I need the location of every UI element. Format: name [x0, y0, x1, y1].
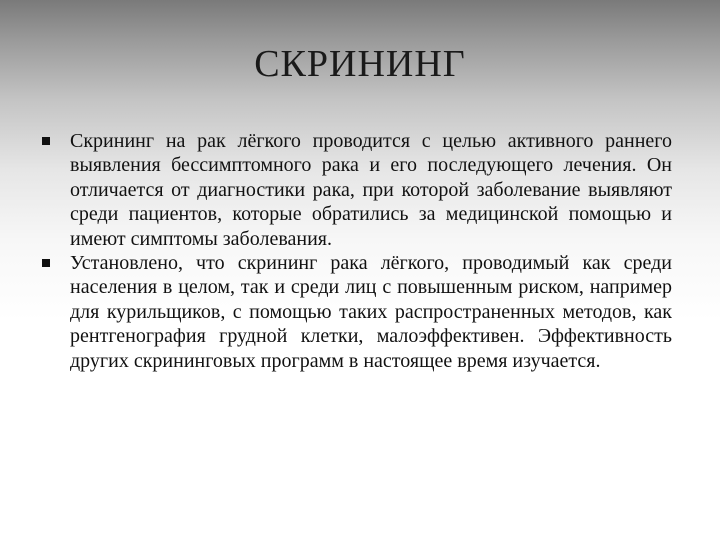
bullet-text: Установлено, что скрининг рака лёгкого, проводимый как среди населения в целом, так и среди лиц с повышенным риском, например для курильщиков, с помощью таких распространенных методов, как рентгенография грудной клетки, малоэффективен. Эффективность других скрининговых программ в настоящее время изучается.: [70, 252, 672, 372]
square-bullet-icon: [42, 259, 50, 267]
square-bullet-icon: [42, 137, 50, 145]
bullet-item: [40, 129, 672, 251]
bullet-list: [40, 129, 672, 373]
slide-title: СКРИНИНГ: [254, 43, 466, 85]
bullet-item: [40, 251, 672, 373]
bullet-text: Скрининг на рак лёгкого проводится с целью активного раннего выявления бессимптомного рака и его последующего лечения. Он отличается от диагностики рака, при которой заболевание выявляют среди пациентов, которые обратились за медицинской помощью и имеют симптомы заболевания.: [70, 130, 672, 250]
